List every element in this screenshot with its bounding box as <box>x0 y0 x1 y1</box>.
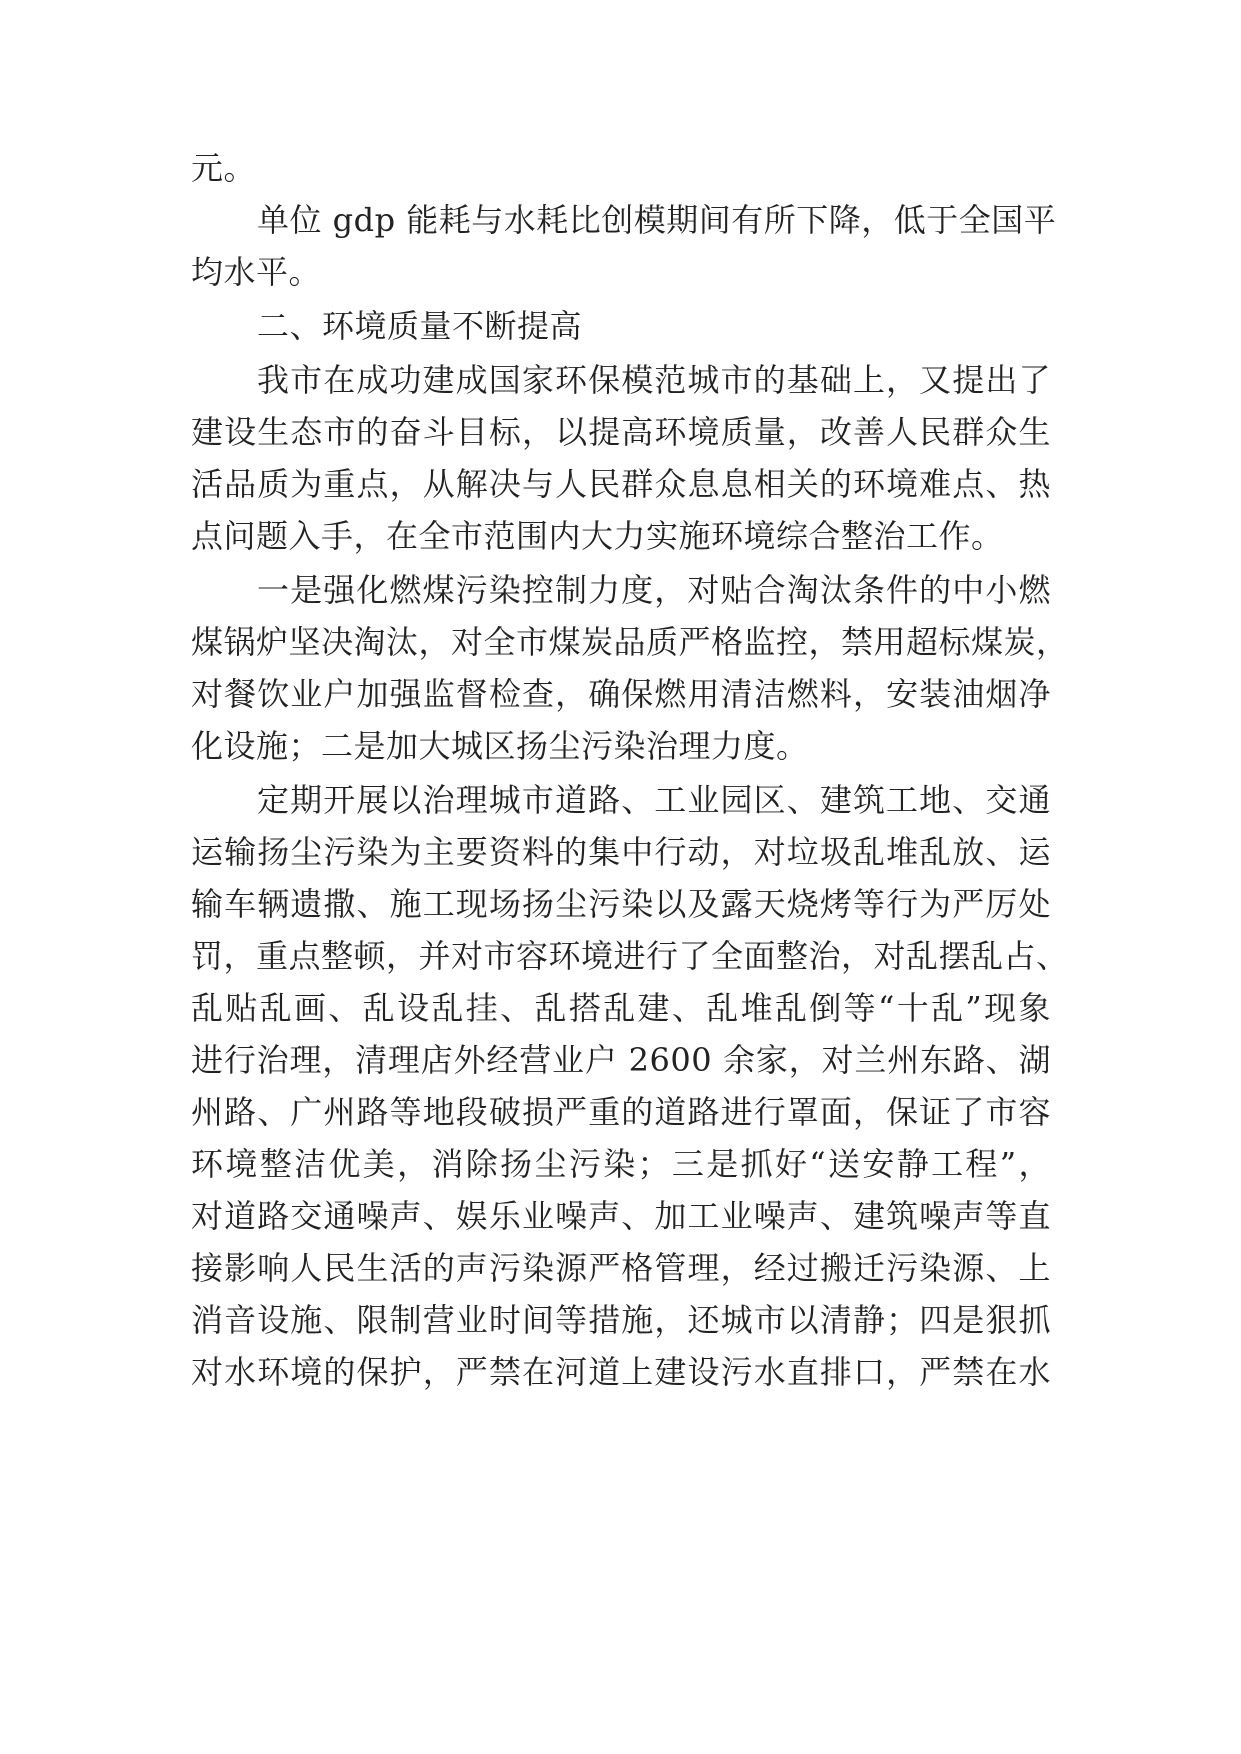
paragraph-line: 一是强化燃煤污染控制力度，对贴合淘汰条件的中小燃 <box>257 571 1051 609</box>
text-line: 罚，重点整顿，并对市容环境进行了全面整治，对乱摆乱占、 <box>191 937 1069 975</box>
text-line: 对水环境的保护，严禁在河道上建设污水直排口，严禁在水 <box>191 1353 1051 1391</box>
text-line: 进行治理，清理店外经营业户 2600 余家，对兰州东路、湖 <box>191 1041 1051 1079</box>
text-line: 环境整洁优美，消除扬尘污染；三是抓好“送安静工程”， <box>191 1145 1051 1183</box>
paragraph-line: 定期开展以治理城市道路、工业园区、建筑工地、交通 <box>257 781 1051 819</box>
text-line: 乱贴乱画、乱设乱挂、乱搭乱建、乱堆乱倒等“十乱”现象 <box>191 989 1051 1027</box>
section-heading: 二、环境质量不断提高 <box>257 307 583 345</box>
text-line: 州路、广州路等地段破损严重的道路进行罩面，保证了市容 <box>191 1093 1051 1131</box>
text-line: 元。 <box>191 149 257 187</box>
text-line: 运输扬尘污染为主要资料的集中行动，对垃圾乱堆乱放、运 <box>191 833 1051 871</box>
paragraph-line: 单位 gdp 能耗与水耗比创模期间有所下降，低于全国平 <box>257 201 1057 239</box>
text-line: 对道路交通噪声、娱乐业噪声、加工业噪声、建筑噪声等直 <box>191 1197 1051 1235</box>
text-line: 对餐饮业户加强监督检查，确保燃用清洁燃料，安装油烟净 <box>191 675 1051 713</box>
text-line: 活品质为重点，从解决与人民群众息息相关的环境难点、热 <box>191 465 1051 503</box>
text-line: 接影响人民生活的声污染源严格管理，经过搬迁污染源、上 <box>191 1249 1051 1287</box>
text-line: 输车辆遗撒、施工现场扬尘污染以及露天烧烤等行为严厉处 <box>191 885 1051 923</box>
text-line: 建设生态市的奋斗目标，以提高环境质量，改善人民群众生 <box>191 413 1051 451</box>
text-line: 均水平。 <box>191 253 322 291</box>
text-line: 点问题入手，在全市范围内大力实施环境综合整治工作。 <box>191 517 1004 555</box>
text-line: 化设施；二是加大城区扬尘污染治理力度。 <box>191 727 809 765</box>
paragraph-line: 我市在成功建成国家环保模范城市的基础上，又提出了 <box>257 361 1051 399</box>
text-line: 煤锅炉坚决淘汰，对全市煤炭品质严格监控，禁用超标煤炭， <box>191 623 1069 661</box>
text-line: 消音设施、限制营业时间等措施，还城市以清静；四是狠抓 <box>191 1301 1051 1339</box>
